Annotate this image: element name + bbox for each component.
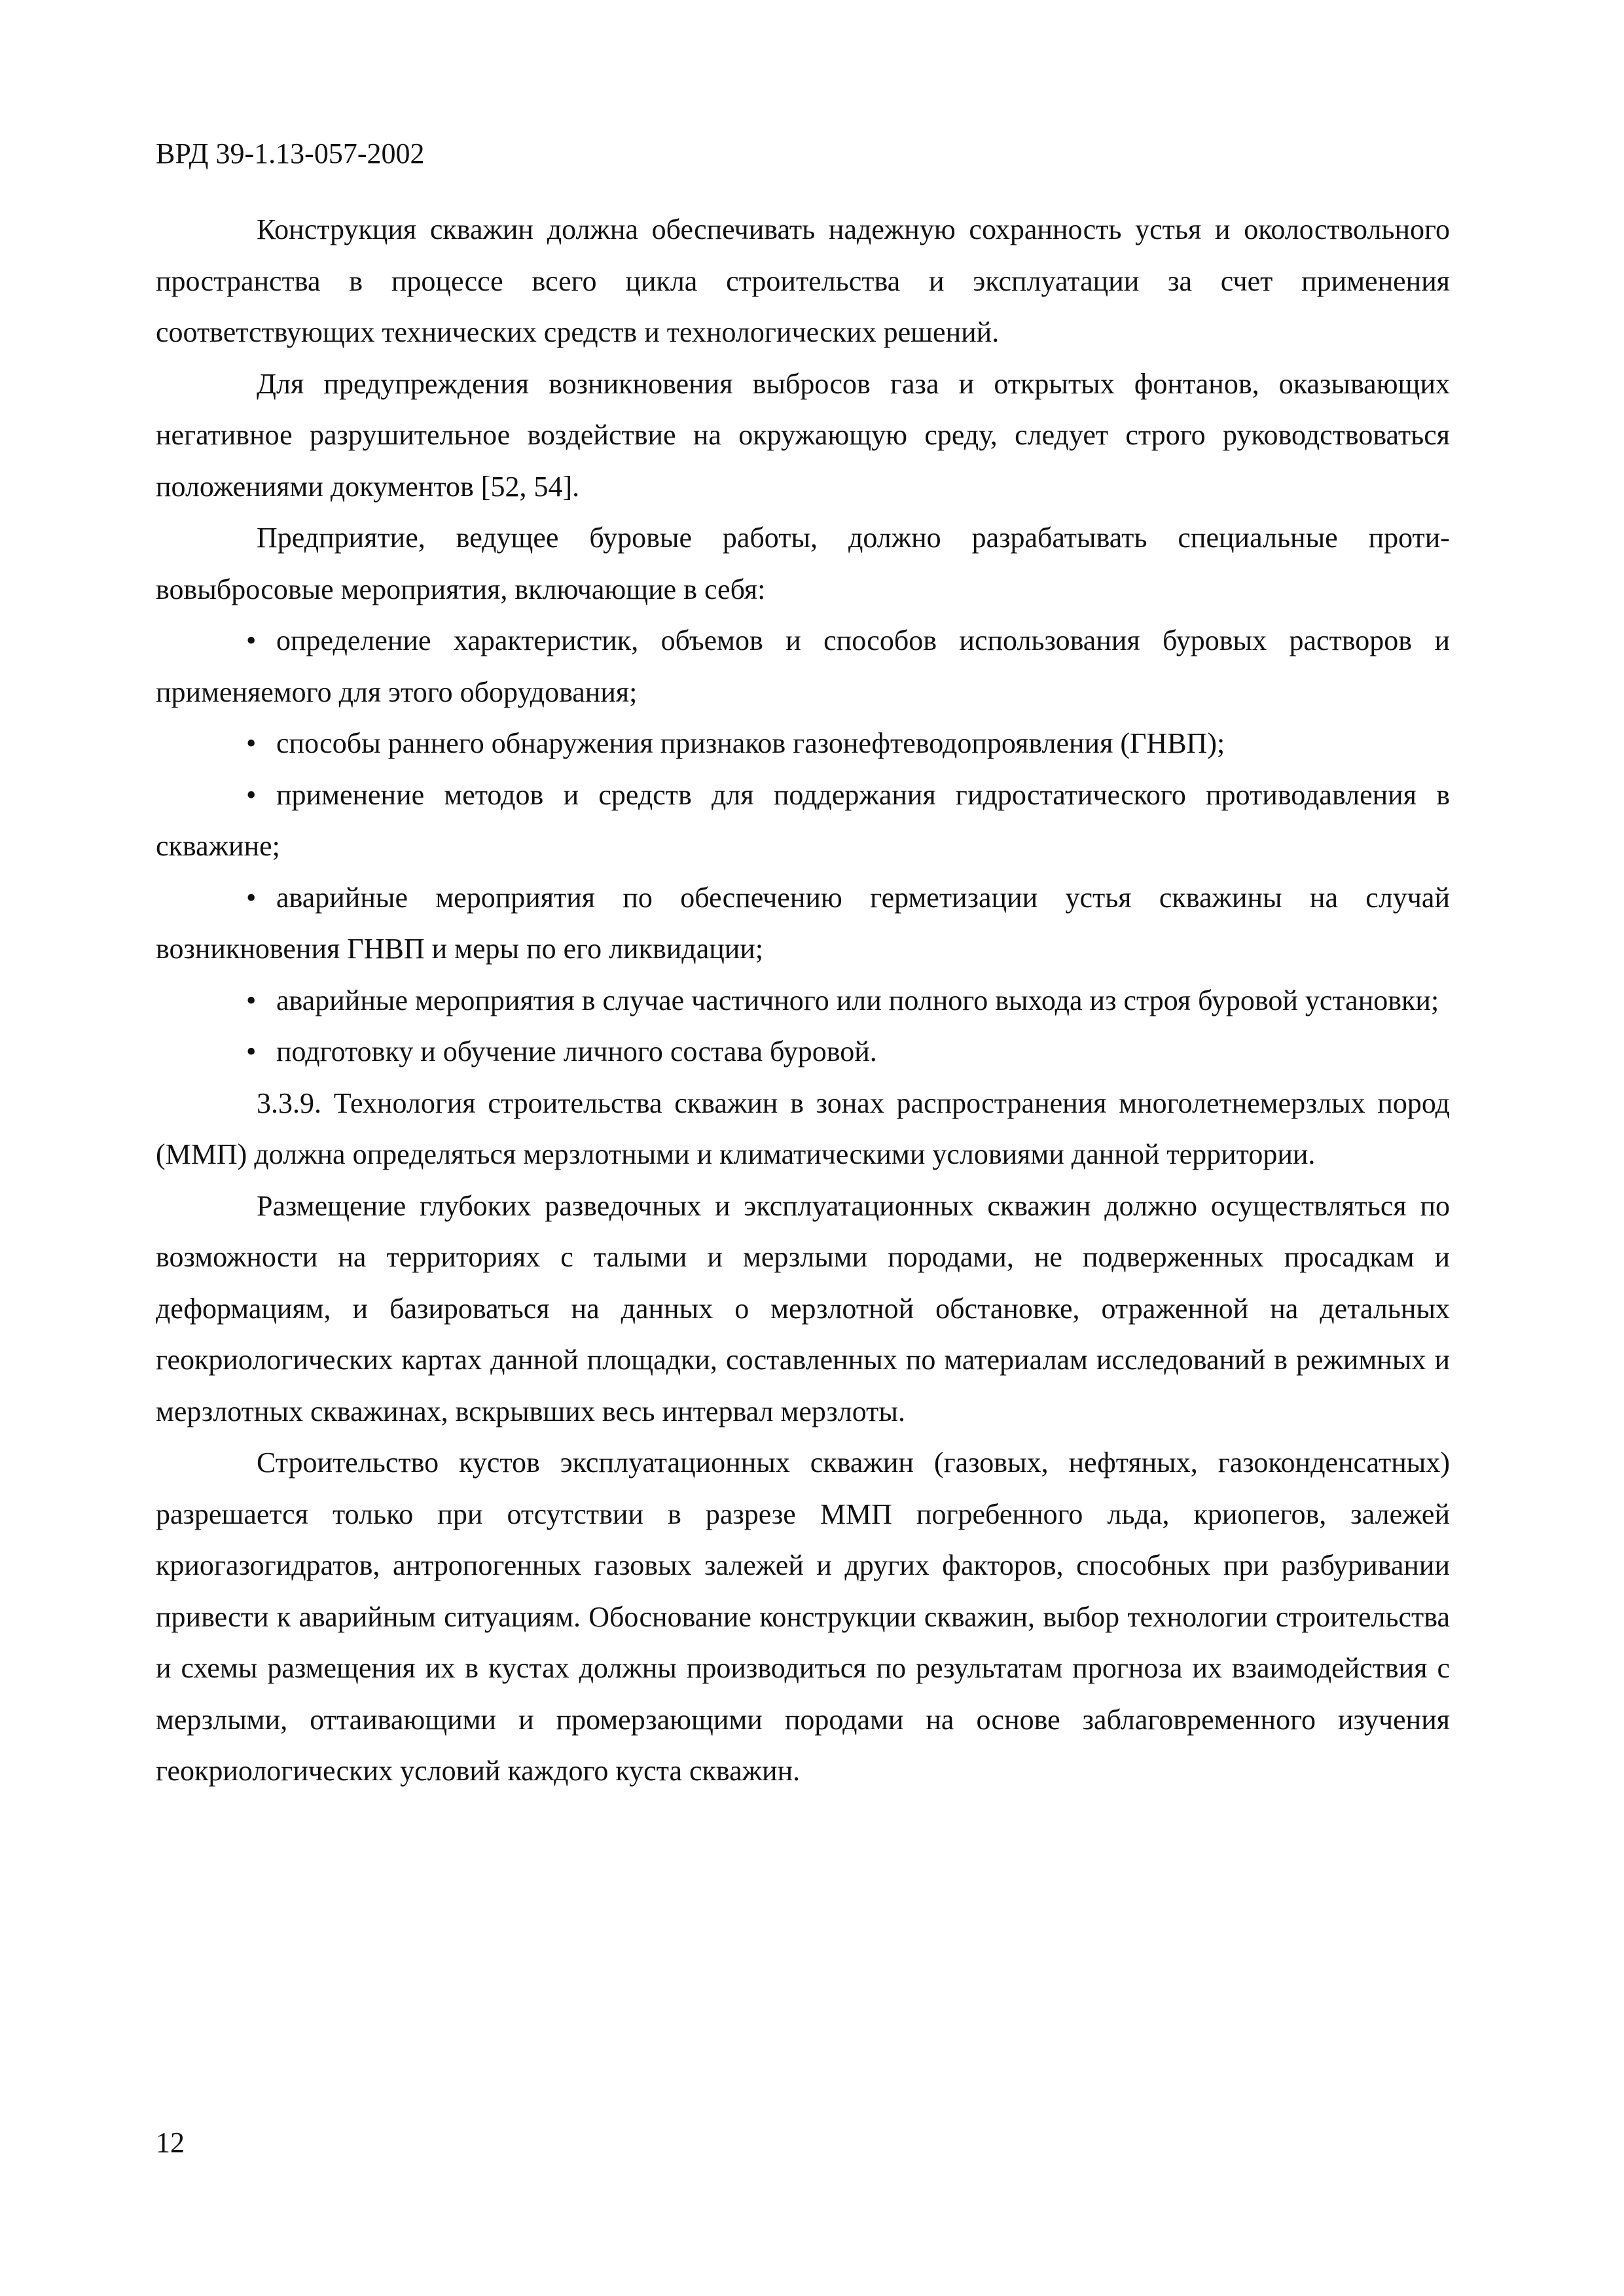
list-item-text: способы раннего обнаружения признаков газонефтеводопроявления (ГНВП); (276, 727, 1225, 759)
paragraph-well-design: Конструкция скважин должна обеспечивать надежную сохранность устья и околоствольного пространства в процессе всего цикла строительства и эксплуатации за счет применения соответствующих технических средств и технологических решений. (156, 213, 1450, 348)
list-item-text: применение методов и средств для поддержания гидростатического противодавления в скважине; (156, 778, 1450, 862)
list-item-text: определение характеристик, объемов и способов использования буровых растворов и применяемого для этого оборудования; (156, 624, 1450, 708)
bullet-icon: • (246, 727, 257, 759)
list-item (156, 718, 1450, 770)
page-number: 12 (156, 2126, 185, 2159)
paragraph-blowout-prevention: Для предупреждения возникновения выбросов газа и открытых фонтанов, оказывающих негативное разрушительное воздействие на окружающую среду, следует строго руководствоваться положениями документов [52, 54]. (156, 367, 1450, 503)
list-item (156, 615, 1450, 718)
list-item (156, 1026, 1450, 1078)
paragraph-section-3-3-9: 3.3.9. Технология строительства скважин в зонах распространения многолетнемерзлых пород (ММП) должна определяться мерзлотными и климатическими условиями данной территории. (156, 1086, 1450, 1170)
list-item (156, 770, 1450, 872)
bullet-icon: • (246, 1035, 257, 1067)
bullet-icon: • (246, 778, 257, 811)
bullet-icon: • (246, 624, 257, 656)
bullet-icon: • (246, 881, 257, 914)
measures-bullet-list (156, 615, 1450, 1078)
paragraph-drilling-measures: Предприятие, ведущее буровые работы, должно разрабатывать специальные противовыбросовые мероприятия, включающие в себя: (156, 522, 1450, 605)
list-item (156, 975, 1450, 1027)
list-item (156, 872, 1450, 975)
document-code-header: ВРД 39-1.13-057-2002 (156, 137, 425, 170)
bullet-icon: • (246, 984, 257, 1016)
body-text (156, 204, 1450, 1797)
list-item-text: аварийные мероприятия по обеспечению герметизации устья скважины на случай возникновения ГНВП и меры по его ликвидации; (156, 881, 1450, 965)
paragraph-well-clusters: Строительство кустов эксплуатационных скважин (газовых, нефтяных, газоконденсатных) разрешается только при отсутствии в разрезе ММП погребенного льда, криопегов, залежей криогазогидратов, антропогенных газовых залежей и других факторов, способных при разбуривании привести к аварийным ситуациям. Обоснование конструкции скважин, выбор технологии строительства и схемы размещения их в кустах должны производиться по результатам прогноза их взаимодействия с мерзлыми, оттаивающими и промерзающими породами на основе заблаговременного изучения геокриологических условий каждого куста скважин. (156, 1446, 1450, 1787)
paragraph-well-placement: Размещение глубоких разведочных и эксплуатационных скважин должно осуществляться по возможности на территориях с талыми и мерзлыми породами, не подверженных просадкам и деформациям, и базироваться на данных о мерзлотной обстановке, отраженной на детальных геокриологических картах данной площадки, составленных по материалам исследований в режимных и мерзлотных скважинах, вскрывших весь интервал мерзлоты. (156, 1189, 1450, 1427)
list-item-text: подготовку и обучение личного состава буровой. (276, 1035, 877, 1067)
list-item-text: аварийные мероприятия в случае частичного или полного выхода из строя буровой установки; (276, 984, 1439, 1016)
